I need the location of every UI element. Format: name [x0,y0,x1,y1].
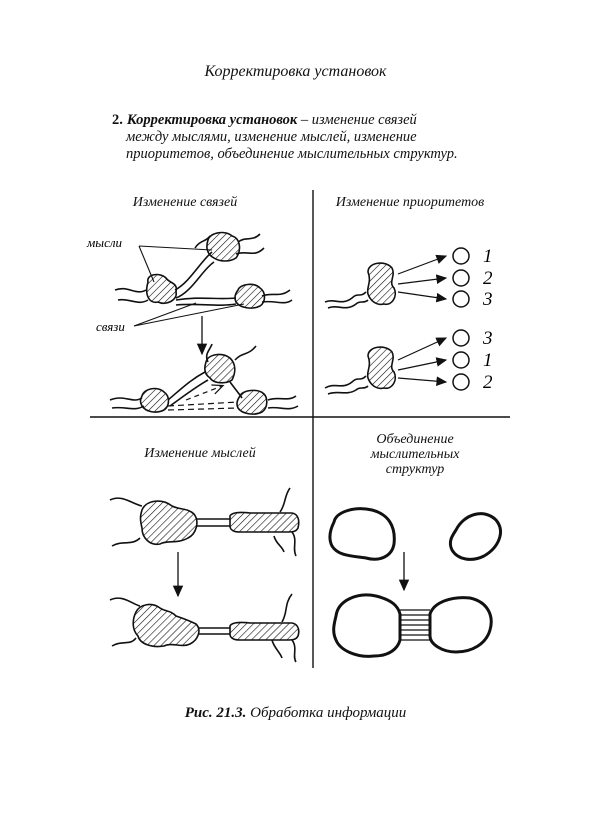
panel-title-structure-merge-line-3: структур [385,462,445,477]
item-definition-line-3: приоритетов, объединение мыслительных структур. [126,146,458,162]
priority-after-2: 1 [483,350,493,371]
label-thoughts: мысли [87,235,123,250]
thought-change-diagram [110,488,299,662]
item-number: 2. [112,112,123,128]
priority-before-2: 2 [483,268,493,289]
panel-title-structure-merge-line-1: Объединение [376,432,454,447]
priority-after-1: 3 [483,328,493,349]
figure-caption-text: Обработка информации [246,705,407,721]
priority-before-1: 1 [483,246,493,267]
figure-caption-label: Рис. 21.3. [184,705,247,721]
page-title: Корректировка установок [204,63,387,80]
label-links: связи [96,319,125,334]
panel-title-link-change: Изменение связей [132,195,238,210]
structure-merge-diagram [330,509,501,657]
panel-title-thought-change: Изменение мыслей [144,446,256,461]
item-definition-line-2: между мыслями, изменение мыслей, изменение [126,129,417,145]
priority-after-3: 2 [483,372,493,393]
priority-change-diagram [325,248,469,394]
link-change-diagram [110,233,298,415]
panel-title-priority-change: Изменение приоритетов [335,195,485,210]
panel-title-structure-merge-line-2: мыслительных [370,447,460,462]
item-term: Корректировка установок [126,112,298,128]
figure-caption [0,705,591,722]
priority-before-3: 3 [483,289,493,310]
item-definition-line-1: – изменение связей [297,112,417,128]
